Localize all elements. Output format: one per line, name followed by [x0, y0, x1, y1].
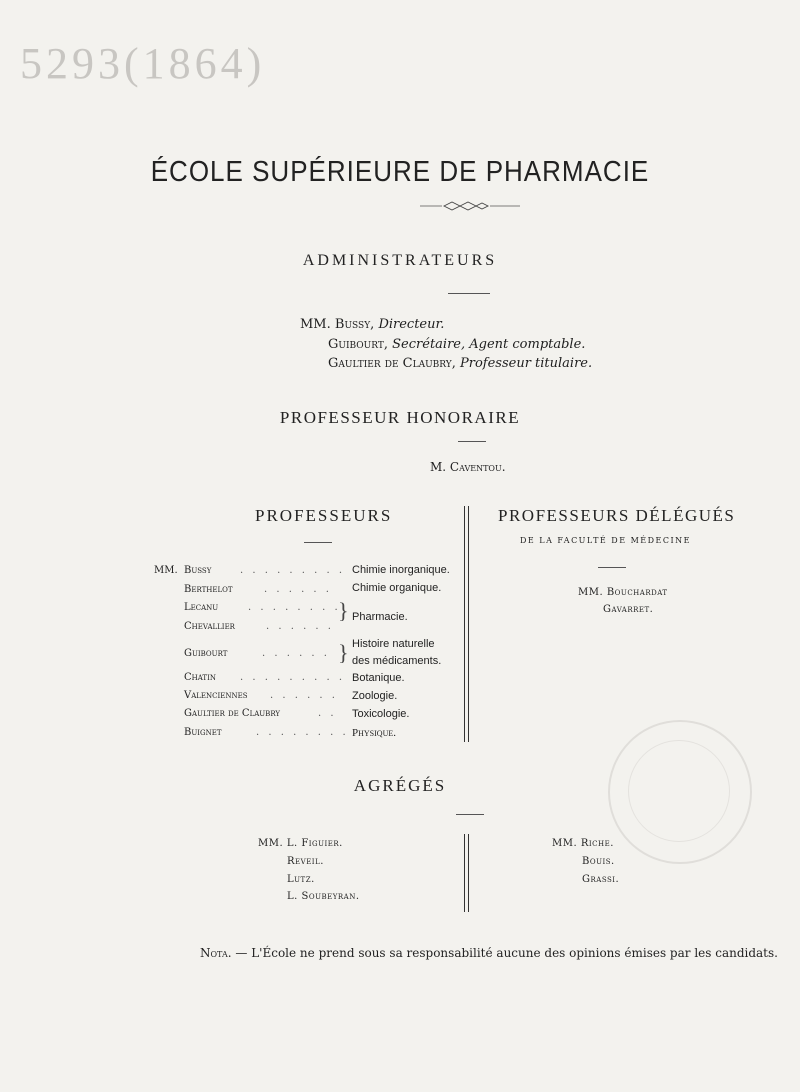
dot-leader: . . . . . .	[262, 648, 330, 659]
professor-name: Chevallier	[184, 621, 235, 632]
dot-leader: . . . . . . . . .	[240, 565, 346, 576]
dot-leader: . . . . . . . .	[248, 602, 341, 613]
professor-name: Guibourt	[184, 648, 228, 659]
agrege-left-line: Reveil.	[287, 856, 324, 867]
professor-subject: des médicaments.	[352, 655, 442, 667]
delegate-line: Gavarret.	[603, 604, 654, 615]
divider	[456, 814, 484, 815]
professor-subject: Physique.	[352, 727, 396, 739]
professor-subject: Pharmacie.	[352, 611, 408, 623]
delegate-line: MM. Bouchardat	[578, 587, 668, 598]
professor-subject: Chimie inorganique.	[352, 564, 450, 576]
handwritten-shelfmark: 5293(1864)	[20, 39, 266, 88]
professor-name: Chatin	[184, 672, 216, 683]
dot-leader: . . . . . .	[270, 690, 338, 701]
agrege-left-line: L. Soubeyran.	[287, 891, 360, 902]
admin-line-1: MM. Bussy, Directeur.	[300, 317, 445, 332]
professor-name: Lecanu	[184, 602, 219, 613]
professor-name: Bussy	[184, 565, 212, 576]
divider	[448, 293, 490, 294]
honorary-heading: PROFESSEUR HONORAIRE	[279, 408, 521, 427]
column-divider	[468, 834, 469, 912]
column-divider	[464, 834, 465, 912]
administrators-heading: ADMINISTRATEURS	[302, 252, 498, 269]
divider	[458, 441, 486, 442]
dot-leader: . . . . . . . . .	[240, 672, 346, 683]
delegates-heading: PROFESSEURS DÉLÉGUÉS	[498, 506, 736, 525]
professor-subject: Histoire naturelle	[352, 638, 435, 650]
professor-name: Berthelot	[184, 584, 233, 595]
agrege-right-line: MM. Riche.	[552, 838, 614, 849]
professor-name: Valenciennes	[184, 690, 248, 701]
column-divider	[464, 506, 465, 742]
dot-leader: . . . . . . . .	[256, 727, 349, 738]
agrege-left-line: Lutz.	[287, 874, 315, 885]
professors-prefix: MM.	[154, 565, 178, 576]
brace-icon: }	[338, 640, 349, 665]
agreges-heading: AGRÉGÉS	[353, 776, 447, 795]
ornament-flourish-icon	[420, 200, 520, 212]
divider	[304, 542, 332, 543]
delegates-subtitle: DE LA FACULTÉ DE MÉDECINE	[520, 536, 692, 545]
professor-name: Gaultier de Claubry	[184, 708, 280, 719]
dot-leader: . . . . . .	[266, 621, 334, 632]
honorary-name: M. Caventou.	[430, 460, 506, 474]
dot-leader: . .	[318, 708, 337, 719]
agrege-right-line: Grassi.	[582, 874, 620, 885]
footnote: Nota. — L'École ne prend sous sa responsabilité aucune des opinions émises par les candidats.	[200, 946, 778, 960]
admin-line-2: Guibourt, Secrétaire, Agent comptable.	[328, 337, 586, 352]
page-title: ÉCOLE SUPÉRIEURE DE PHARMACIE	[150, 154, 650, 188]
professors-heading: PROFESSEURS	[255, 506, 393, 525]
column-divider	[468, 506, 469, 742]
agrege-right-line: Bouis.	[582, 856, 615, 867]
brace-icon: }	[338, 598, 349, 623]
professor-subject: Chimie organique.	[352, 582, 442, 594]
professor-name: Buignet	[184, 727, 222, 738]
agrege-left-line: MM. L. Figuier.	[258, 838, 343, 849]
dot-leader: . . . . . .	[264, 584, 332, 595]
divider	[598, 567, 626, 568]
professor-subject: Toxicologie.	[352, 708, 410, 720]
professor-subject: Zoologie.	[352, 690, 398, 702]
admin-line-3: Gaultier de Claubry, Professeur titulaire.	[328, 356, 593, 371]
professor-subject: Botanique.	[352, 672, 405, 684]
